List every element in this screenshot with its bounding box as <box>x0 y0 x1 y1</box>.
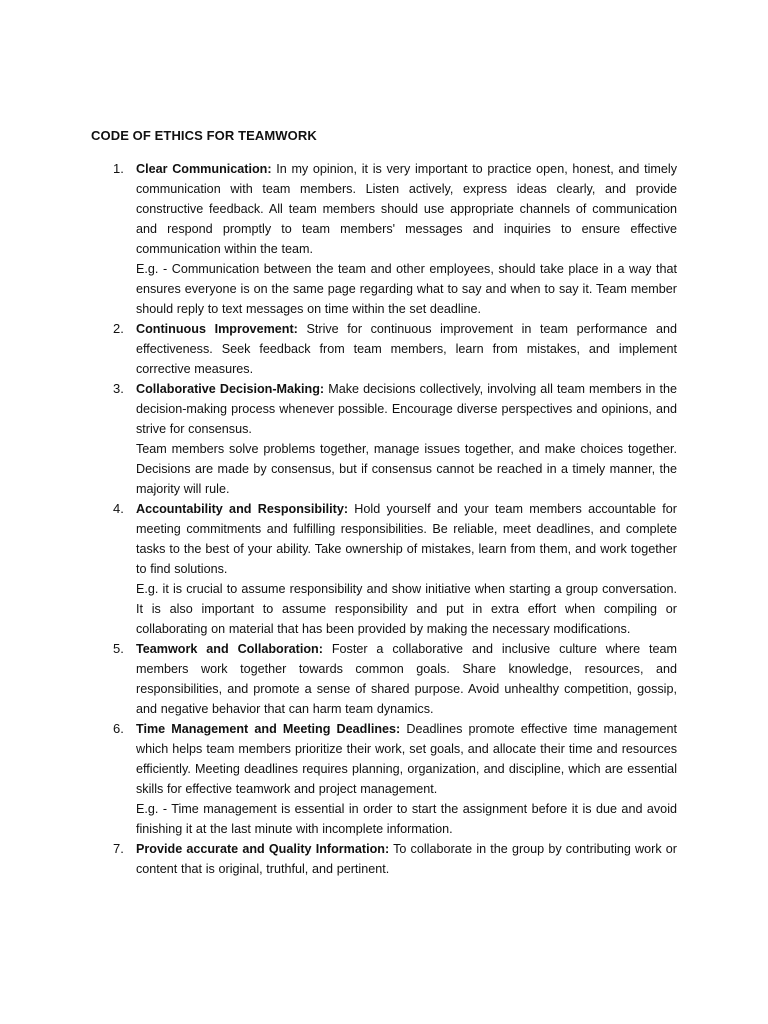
item-number: 4. <box>113 501 124 516</box>
item-example: Team members solve problems together, manage issues together, and make choices together. Decisions are made by consensus, but if consensus cannot be reached in a timely manner, the majority will rule. <box>136 442 677 496</box>
item-number: 3. <box>113 381 124 396</box>
item-paragraph <box>136 639 677 719</box>
list-item-3 <box>0 379 768 499</box>
list-item-7 <box>0 839 768 879</box>
item-heading: Accountability and Responsibility: <box>136 502 349 516</box>
item-example: E.g. - Communication between the team and other employees, should take place in a way that ensures everyone is on the same page regarding what to say and when to say it. Team member should reply to text messages on time within the set deadline. <box>136 262 677 316</box>
item-text: In my opinion, it is very important to practice open, honest, and timely communication with team members. Listen actively, express ideas clearly, and provide constructive feedback. All team members should use appropriate channels of communication and respond promptly to team members' messages and inquiries to ensure effective communication within the team. <box>136 162 677 256</box>
list-item-5 <box>0 639 768 719</box>
item-heading: Time Management and Meeting Deadlines: <box>136 722 401 736</box>
item-text: Hold yourself and your team members accountable for meeting commitments and fulfilling responsibilities. Be reliable, meet deadlines, and complete tasks to the best of your ability. Take ownership of mistakes, learn from them, and work together to find solutions. <box>136 502 677 576</box>
item-heading: Teamwork and Collaboration: <box>136 642 323 656</box>
item-paragraph <box>136 319 677 379</box>
item-text: Make decisions collectively, involving all team members in the decision-making process whenever possible. Encourage diverse perspectives and opinions, and strive for consensus. <box>136 382 677 436</box>
item-number: 7. <box>113 841 124 856</box>
item-number: 6. <box>113 721 124 736</box>
item-text: Deadlines promote effective time management which helps team members prioritize their work, set goals, and allocate their time and resources efficiently. Meeting deadlines requires planning, organization, and discipline, which are essential skills for effective teamwork and project management. <box>136 722 677 796</box>
ethics-list <box>0 159 768 879</box>
item-example: E.g. it is crucial to assume responsibility and show initiative when starting a group conversation. It is also important to assume responsibility and put in extra effort when compiling or collaborating on material that has been provided by making the necessary modifications. <box>136 582 677 636</box>
item-text: To collaborate in the group by contributing work or content that is original, truthful, and pertinent. <box>136 842 677 876</box>
item-text: Foster a collaborative and inclusive culture where team members work together towards common goals. Share knowledge, resources, and responsibilities, and promote a sense of shared purpose. Avoid unhealthy competition, gossip, and negative behavior that can harm team dynamics. <box>136 642 677 716</box>
item-paragraph <box>136 379 677 439</box>
item-paragraph <box>136 719 677 799</box>
item-paragraph <box>136 159 677 259</box>
item-heading: Collaborative Decision-Making: <box>136 382 325 396</box>
item-number: 5. <box>113 641 124 656</box>
list-item-4 <box>0 499 768 639</box>
item-heading: Clear Communication: <box>136 162 272 176</box>
item-heading: Continuous Improvement: <box>136 322 298 336</box>
item-example: E.g. - Time management is essential in order to start the assignment before it is due and avoid finishing it at the last minute with incomplete information. <box>136 802 677 836</box>
list-item-2 <box>0 319 768 379</box>
list-item-1 <box>0 159 768 319</box>
item-paragraph <box>136 499 677 579</box>
item-number: 1. <box>113 161 124 176</box>
document-title: CODE OF ETHICS FOR TEAMWORK <box>91 128 317 143</box>
item-paragraph <box>136 839 677 879</box>
item-number: 2. <box>113 321 124 336</box>
item-heading: Provide accurate and Quality Information: <box>136 842 390 856</box>
item-text: Strive for continuous improvement in team performance and effectiveness. Seek feedback from team members, learn from mistakes, and implement corrective measures. <box>136 322 677 376</box>
list-item-6 <box>0 719 768 839</box>
